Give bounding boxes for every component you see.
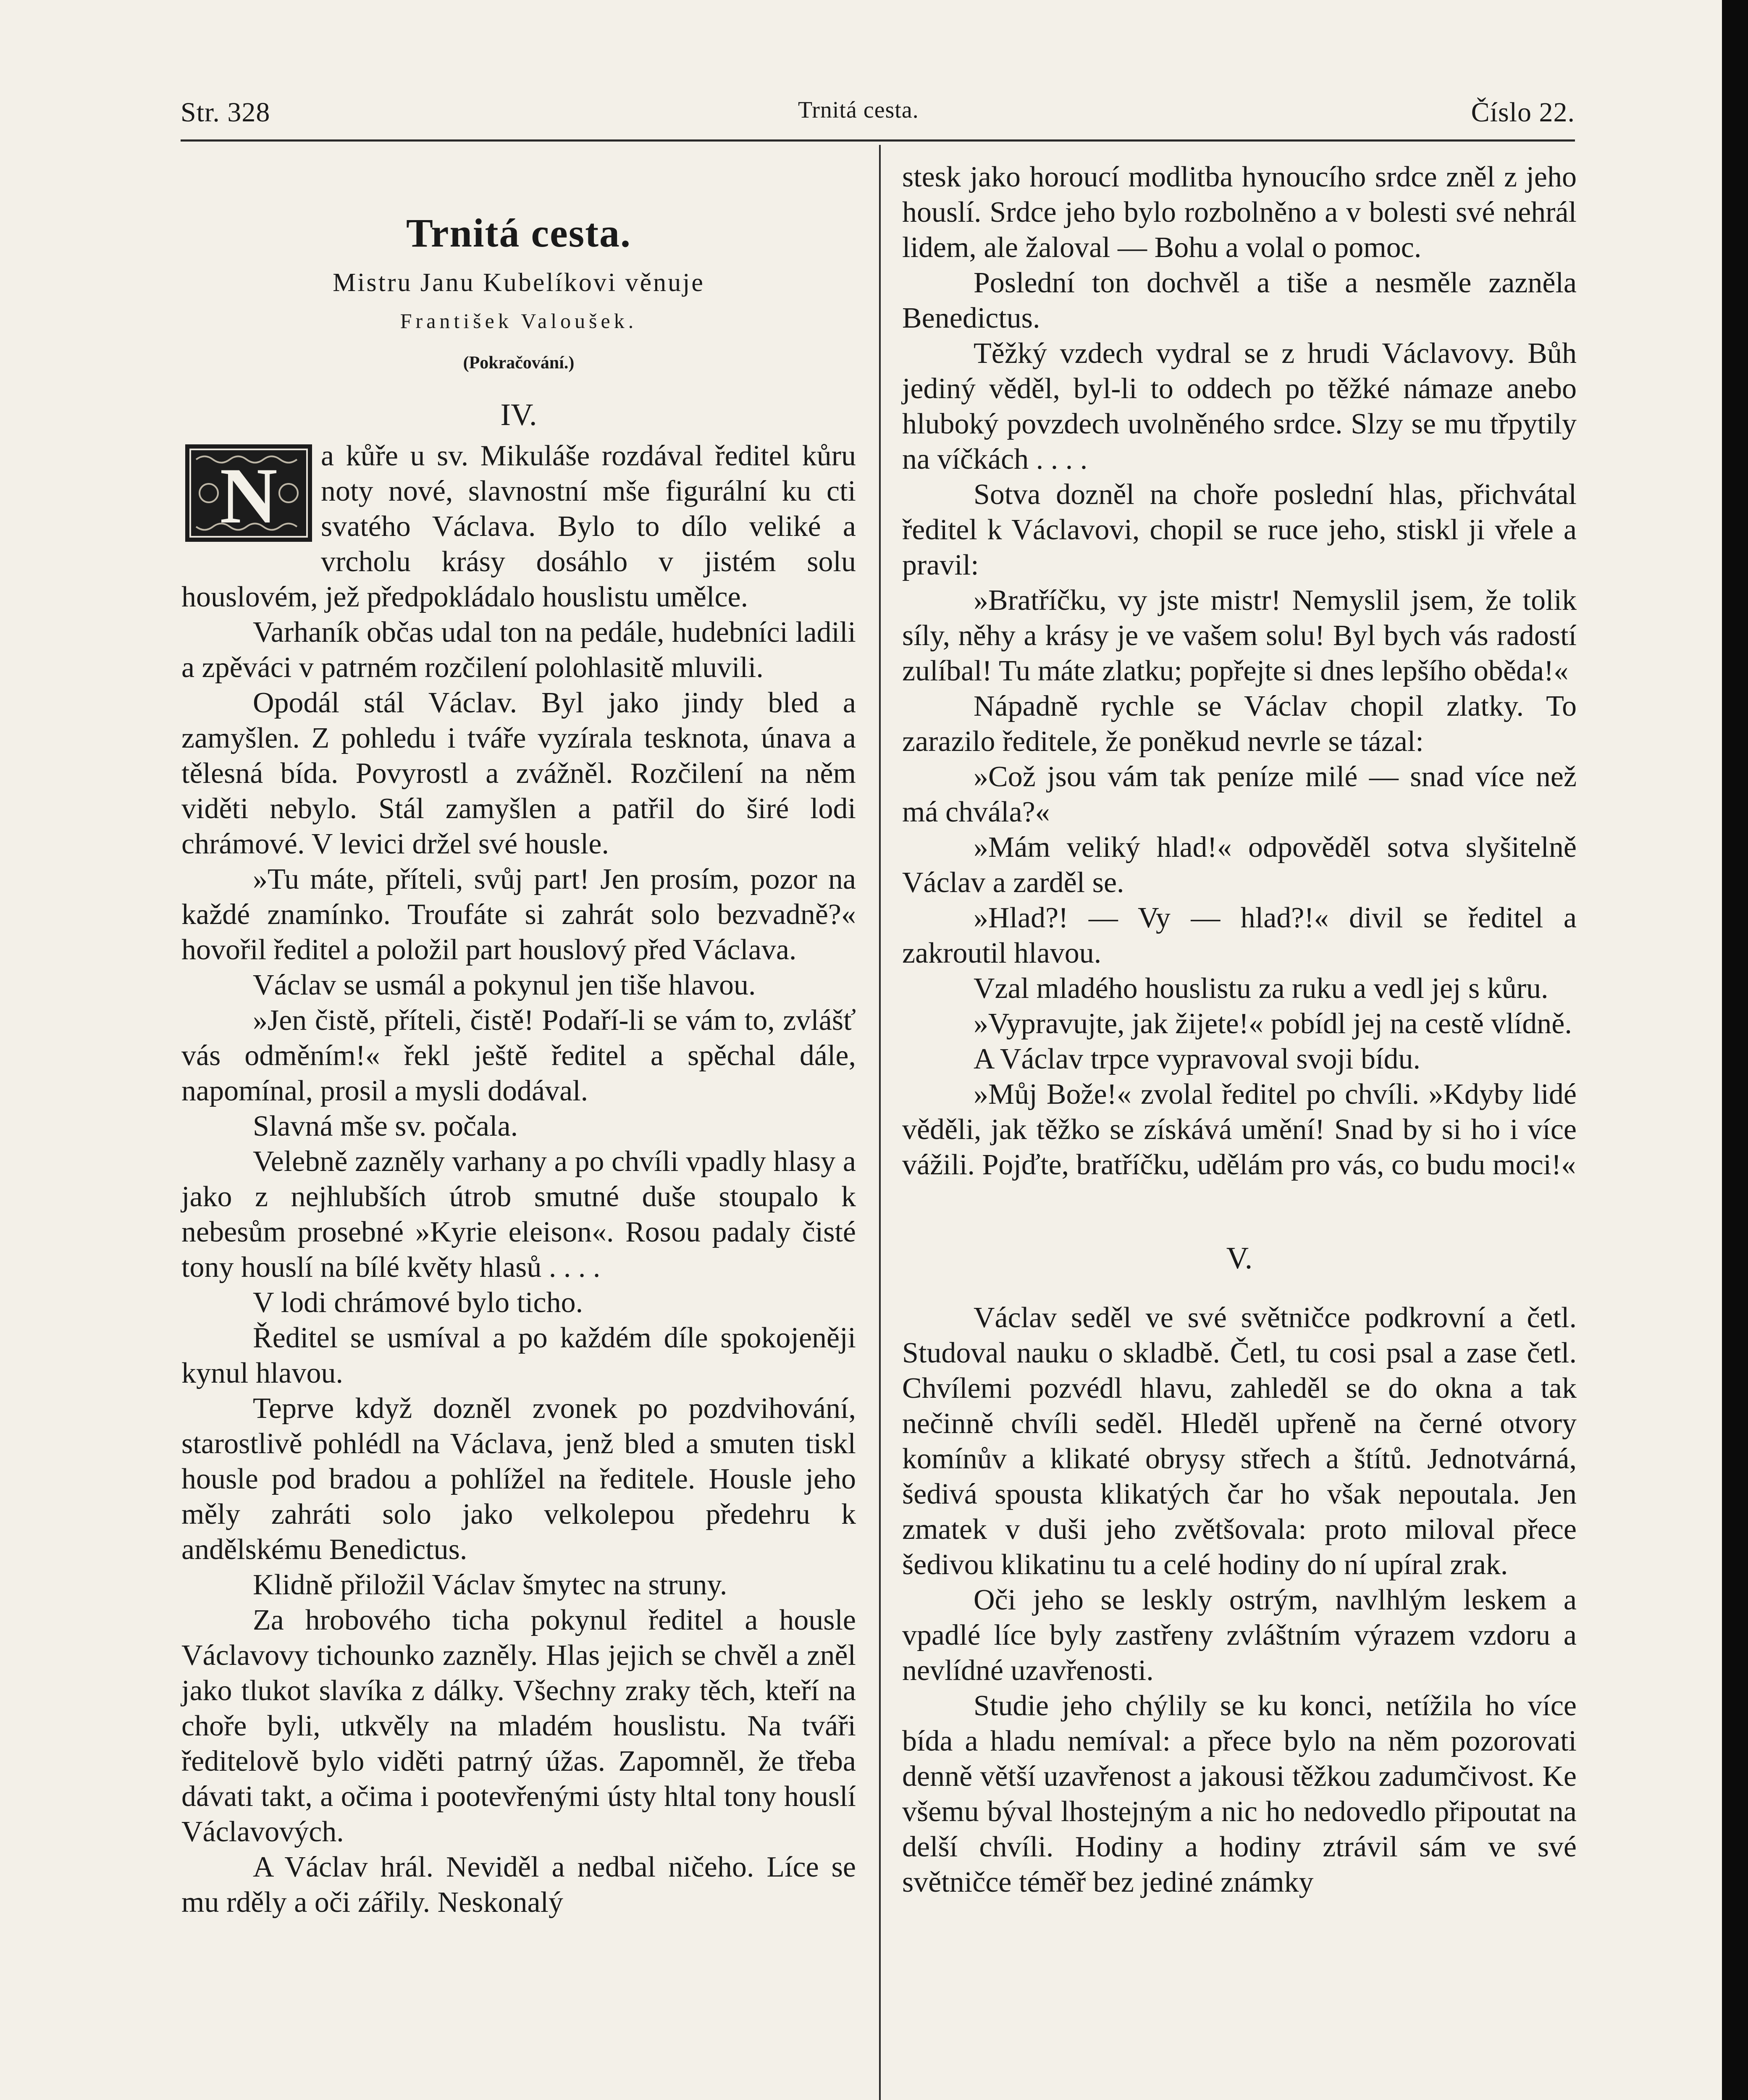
paragraph: A Václav trpce vypravoval svoji bídu.	[974, 1043, 1421, 1075]
paragraph: Oči jeho se leskly ostrým, navlhlým leskem a vpadlé líce byly zastřeny zvláštním výrazem vzdoru a nevlídné uzavřenosti.	[902, 1584, 1577, 1687]
paragraph: Varhaník občas udal ton na pedále, hudebníci ladili a zpěváci v patrném rozčilení polohlasitě mluvili.	[181, 616, 856, 684]
author: František Valoušek.	[400, 309, 638, 333]
paragraph: »Bratříčku, vy jste mistr! Nemyslil jsem, že tolik síly, něhy a krásy je ve vašem solu! Byl bych vás radostí zulíbal! Tu máte zlatku; popřejte si dnes lepšího oběda!«	[902, 584, 1577, 687]
paragraph: »Vypravujte, jak žijete!« pobídl jej na cestě vlídně.	[974, 1008, 1572, 1040]
paragraph: V lodi chrámové bylo ticho.	[253, 1286, 583, 1319]
paragraph: Teprve když dozněl zvonek po pozdvihování, starostlivě pohlédl na Václava, jenž bled a smuten tiskl housle pod bradou a pohlížel na ředitele. Housle jeho měly zahráti solo jako velkolepou předehru k andělskému Benedictus.	[181, 1392, 856, 1566]
right-column	[902, 160, 1577, 1900]
dedication: Mistru Janu Kubelíkovi věnuje	[333, 268, 705, 297]
paragraph: Václav se usmál a pokynul jen tiše hlavou.	[253, 969, 756, 1001]
paragraph: Těžký vzdech vydral se z hrudi Václavovy. Bůh jediný věděl, byl-li to oddech po těžké námaze anebo hluboký povzdech uvolněného srdce. Slzy se mu třpytily na víčkách . . . .	[902, 337, 1577, 475]
paragraph: Opodál stál Václav. Byl jako jindy bled a zamyšlen. Z pohledu i tváře vyzírala tesknota, únava a tělesná bída. Povyrostl a zvážněl. Rozčilení na něm viděti nebylo. Stál zamyšlen a patřil do širé lodi chrámové. V levici držel své housle.	[181, 687, 856, 860]
paragraph: »Jen čistě, příteli, čistě! Podaří-li se vám to, zvlášť vás odměním!« řekl ještě ředitel a spěchal dále, napomínal, prosil a mysli dodával.	[181, 1004, 856, 1107]
paragraph: Poslední ton dochvěl a tiše a nesměle zazněla Benedictus.	[902, 267, 1577, 334]
decorative-initial-icon	[184, 443, 314, 543]
paragraph: Klidně přiložil Václav šmytec na struny.	[253, 1569, 727, 1601]
paragraph: Vzal mladého houslistu za ruku a vedl jej s kůru.	[974, 972, 1549, 1005]
decorative-initial	[181, 441, 316, 545]
paragraph: Za hrobového ticha pokynul ředitel a housle Václavovy tichounko zazněly. Hlas jejich se chvěl a zněl jako tlukot slavíka z dálky. Všechny zraky těch, kteří na choře byli, utkvěly na mladém houslistu. Na tváři ředitelově bylo viděti patrný úžas. Zapomněl, že třeba dávati takt, a očima i pootevřenými ústy hltal tony houslí Václavových.	[181, 1604, 856, 1848]
section-heading-v: V.	[1226, 1241, 1253, 1276]
paragraph: stesk jako horoucí modlitba hynoucího srdce zněl z jeho houslí. Srdce jeho bylo rozbolněno a v bolesti své nehrál lidem, ale žaloval — Bohu a volal o pomoc.	[902, 161, 1577, 264]
paragraph: Nápadně rychle se Václav chopil zlatky. To zarazilo ředitele, že poněkud nevrle se tázal:	[902, 690, 1577, 758]
paragraph: »Můj Bože!« zvolal ředitel po chvíli. »Kdyby lidé věděli, jak těžko se získává umění! Snad by si ho i více vážili. Pojďte, bratříčku, udělám pro vás, co budu moci!«	[902, 1078, 1577, 1181]
paragraph: »Tu máte, příteli, svůj part! Jen prosím, pozor na každé znamínko. Troufáte si zahrát solo bezvadně?« hovořil ředitel a položil part houslový před Václava.	[181, 863, 856, 966]
page-header	[181, 97, 1575, 130]
paragraph: Slavná mše sv. počala.	[253, 1110, 518, 1142]
paragraph: »Hlad?! — Vy — hlad?!« divil se ředitel a zakroutil hlavou.	[902, 902, 1577, 969]
paragraph: Studie jeho chýlily se ku konci, netížila ho více bída a hladu nemíval: a přece bylo na něm pozorovati denně větší uzavřenost a jakousi těžkou zadumčivost. Ke všemu býval lhostejným a nic ho nedovedlo připoutat na delší chvíli. Hodiny a hodiny ztrávil sám ve své světničce téměř bez jediné známky	[902, 1690, 1577, 1898]
page-number: Str. 328	[181, 97, 270, 128]
header-rule	[181, 139, 1575, 142]
column-divider	[879, 145, 881, 2100]
paragraph: Velebně zazněly varhany a po chvíli vpadly hlasy a jako z nejhlubších útrob smutné duše stoupalo k nebesům prosebné »Kyrie eleison«. Rosou padaly čisté tony houslí na bílé květy hlasů . . . .	[181, 1145, 856, 1284]
left-column	[181, 160, 856, 1920]
continuation-note: (Pokračování.)	[463, 353, 575, 373]
paragraph: A Václav hrál. Neviděl a nedbal ničeho. Líce se mu rděly a oči zářily. Neskonalý	[181, 1851, 856, 1919]
paragraph: Ředitel se usmíval a po každém díle spokojeněji kynul hlavou.	[181, 1322, 856, 1389]
paragraph: a kůře u sv. Mikuláše rozdával ředitel kůru noty nové, slavnostní mše figurální ku cti svatého Václava. Bylo to dílo veliké a vrcholu krásy dosáhlo v jistém solu houslovém, jež předpokládalo houslistu umělce.	[181, 440, 856, 613]
dropcap-letter: N	[220, 452, 278, 540]
paragraph: Václav seděl ve své světničce podkrovní a četl. Studoval nauku o skladbě. Četl, tu cosi psal a zase četl. Chvílemi pozvédl hlavu, zahleděl se do okna a tak nečinně chvíli seděl. Hleděl upřeně na černé otvory komínův a klikaté obrysy střech a štítů. Jednotvárná, šedivá spousta klikatých čar ho však nepoutala. Jen zmatek v duši jeho zvětšovala: proto miloval přece šedivou klikatinu tu a celé hodiny do ní upíral zrak.	[902, 1302, 1577, 1581]
paragraph: »Mám veliký hlad!« odpověděl sotva slyšitelně Václav a zarděl se.	[902, 831, 1577, 899]
paragraph: Sotva dozněl na choře poslední hlas, přichvátal ředitel k Václavovi, chopil se ruce jeho, stiskl ji vřele a pravil:	[902, 478, 1577, 581]
article-title: Trnitá cesta.	[406, 210, 632, 255]
paragraph: »Což jsou vám tak peníze milé — snad více než má chvála?«	[902, 761, 1577, 828]
issue-number: Číslo 22.	[1471, 97, 1575, 128]
running-title: Trnitá cesta.	[798, 97, 919, 123]
section-heading-iv: IV.	[500, 398, 537, 432]
